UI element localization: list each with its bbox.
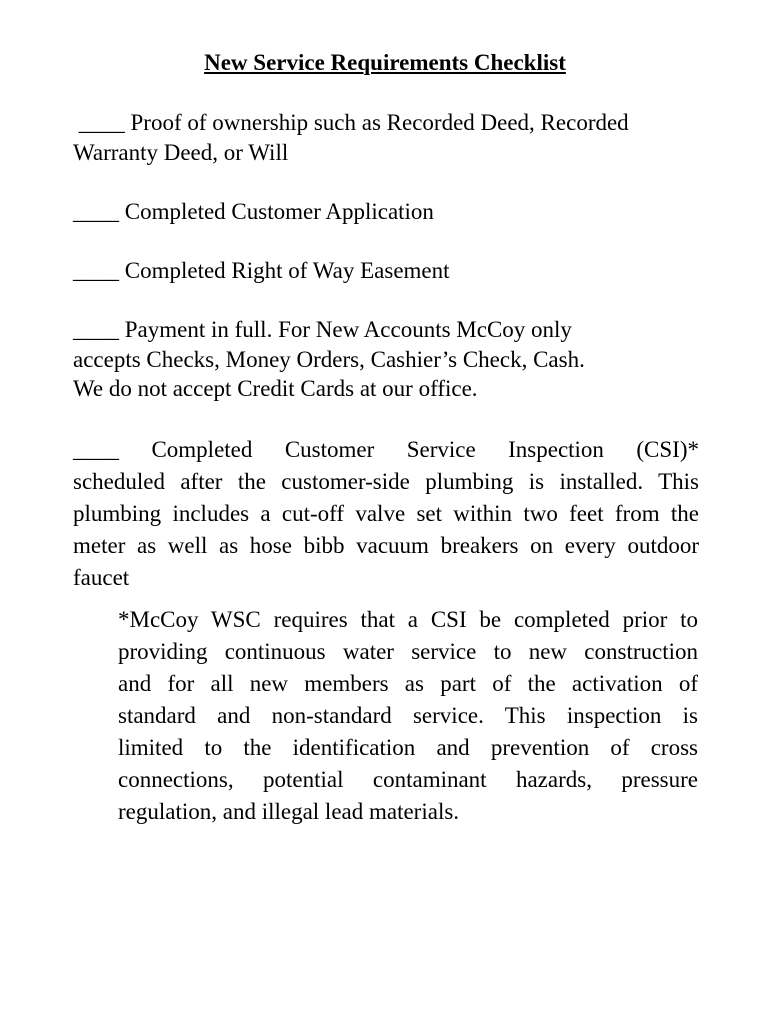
csi-footnote — [118, 604, 698, 828]
item-text-line: meter as well as hose bibb vacuum breakers on every outdoor — [73, 533, 699, 558]
footnote-line: connections, potential contaminant hazards, pressure — [118, 767, 698, 792]
page-title: New Service Requirements Checklist — [204, 50, 566, 75]
item-text: We do not accept Credit Cards at our office. — [73, 376, 478, 401]
item-text: Completed Right of Way Easement — [119, 258, 450, 283]
item-text: Completed Customer Application — [119, 199, 434, 224]
footnote-line: limited to the identification and prevention of cross — [118, 735, 698, 760]
checkbox-blank-line: ____ — [73, 110, 125, 135]
item-text-line — [73, 434, 699, 466]
item-text-line: faucet — [73, 565, 130, 590]
item-text: Completed Customer Service Inspection (CSI)* — [119, 437, 699, 462]
item-text: Warranty Deed, or Will — [73, 139, 289, 165]
item-text: accepts Checks, Money Orders, Cashier’s Check, Cash. — [73, 346, 585, 372]
checkbox-blank-line: ____ — [73, 199, 119, 224]
footnote-line: *McCoy WSC requires that a CSI be completed prior to — [118, 607, 698, 632]
checklist-item-payment — [73, 315, 699, 404]
footnote-line: providing continuous water service to new construction — [118, 639, 698, 664]
footnote-line: regulation, and illegal lead materials. — [118, 799, 460, 824]
item-text-line: plumbing includes a cut-off valve set within two feet from the — [73, 501, 699, 526]
checkbox-blank-line: ____ — [73, 258, 119, 283]
item-text: Payment in full. For New Accounts McCoy only — [119, 317, 572, 342]
checklist-item-customer-application — [73, 197, 699, 227]
item-text-line: scheduled after the customer-side plumbing is installed. This — [73, 469, 699, 494]
footnote-line: and for all new members as part of the activation of — [118, 671, 698, 696]
checkbox-blank-line: ____ — [73, 437, 119, 462]
footnote-line: standard and non-standard service. This inspection is — [118, 703, 698, 728]
checklist-item-right-of-way-easement — [73, 256, 699, 286]
checklist-item-proof-of-ownership — [73, 108, 699, 167]
checklist-item-service-inspection — [73, 434, 699, 594]
checkbox-blank-line: ____ — [73, 317, 119, 342]
item-text: Proof of ownership such as Recorded Deed, Recorded — [124, 110, 629, 135]
